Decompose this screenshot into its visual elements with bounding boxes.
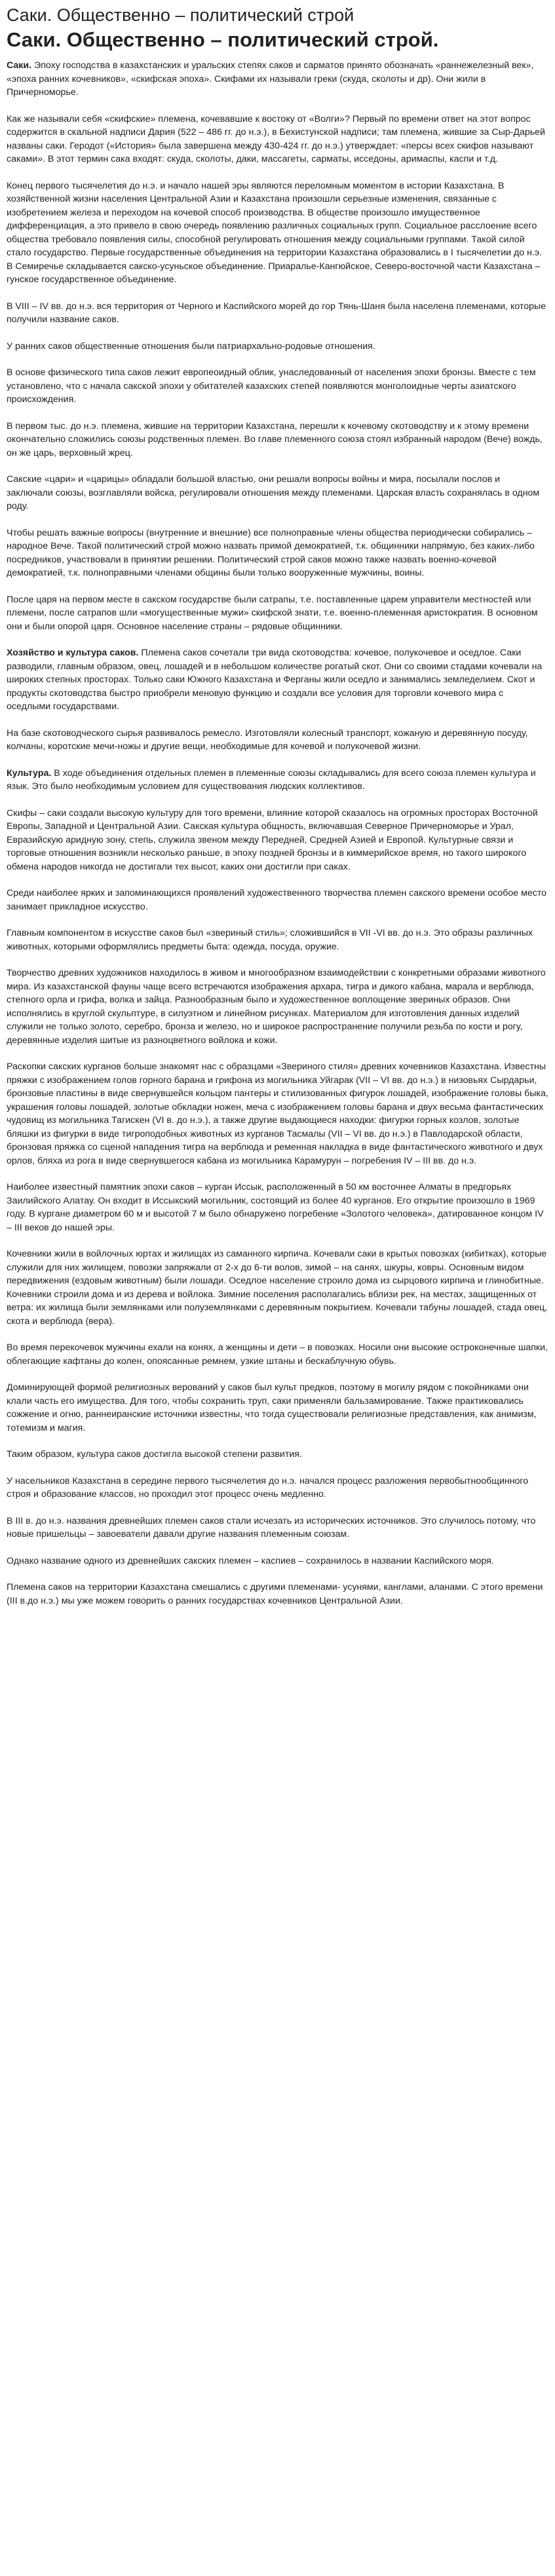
article-paragraph (7, 1181, 548, 1234)
paragraph-text: У насельников Казахстана в середине первого тысячелетия до н.э. начался процесс разложения первобытнообщинного строя и образование классов, но проходил этот процесс очень медленно. (7, 1475, 529, 1500)
paragraph-text: Скифы – саки создали высокую культуру для того времени, влияние которой сказалось на огромных просторах Восточной Европы, Западной и Центральной Азии. Сакская культура общность, включавшая Северное Причерноморье и Урал, Евразийскую аридную зону, степь, служила звеном между Передней, Средней Азией и Европой. Культурные связи и торговые отношения возникли несколько раньше, в эпоху поздней бронзы и в киммерийское время, но такого широкого обмена народов никогда не достигали тех высот, каких они достигли при саках. (7, 807, 538, 872)
article-paragraph (7, 179, 548, 287)
paragraph-text: В ходе объединения отдельных племен в племенные союзы складывались для всего союза племен культура и язык. Это было необходимым условием для существования людских коллективов. (7, 767, 536, 792)
article-paragraph (7, 1475, 548, 1501)
article-title: Саки. Общественно – политический строй. (7, 28, 439, 51)
article-paragraph (7, 1341, 548, 1368)
article-paragraph (7, 1381, 548, 1435)
paragraph-text: Однако название одного из древнейших сакских племен – каспиев – сохранилось в названии Каспийского моря. (7, 1555, 494, 1566)
article-paragraph (7, 1515, 548, 1541)
article-paragraph (7, 807, 548, 874)
paragraph-text: У ранних саков общественные отношения были патриархально-родовые отношения. (7, 340, 375, 352)
article-paragraph (7, 593, 548, 634)
article-paragraph (7, 526, 548, 580)
article-paragraph (7, 1555, 548, 1568)
paragraph-text: Главным компонентом в искусстве саков был «звериный стиль»; сложившийся в VII -VI вв. до н.э. Это образы различных животных, которыми оформлялись предметы быта: одежда, посуда, оружие. (7, 928, 533, 952)
article-paragraph (7, 767, 548, 794)
paragraph-text: Творчество древних художников находилось в живом и многообразном взаимодействии с конкретными образами животного мира. Из казахстанской фауны чаще всего встречаются изображения архара, тигра и дикого кабана, марала и верблюда, степного орла и грифа, волка и зайца. Разнообразным было и художественное воплощение звериных образов. Они исполнялись в круглой скульптуре, в силуэтном и линейном рисунках. Материалом для изготовления данных изделий служили не только золото, серебро, бронза и железо, но и широкое распространение получили резьба по кости и рогу, деревянные изделия шитые из разноцветного войлока и кожи. (7, 968, 546, 1046)
paragraph-text: Чтобы решать важные вопросы (внутренние и внешние) все полноправные члены общества периодически собирались – народное Вече. Такой политический строй можно назвать примой демократией, т.к. общинники напрямую, без каких-либо посредников, участвовали в принятии решении. Политический строй саков можно также назвать военно-кочевой демократией, т.к. полноправными членами общины были только вооруженные мужчины, воины. (7, 527, 535, 578)
article-paragraph (7, 473, 548, 513)
paragraph-text: После царя на первом месте в сакском государстве были сатрапы, т.е. поставленные царем управители местностей или племени, после сатрапов шли «могущественные мужи» скифской знати, т.е. военно-племенная аристократия. В основном они и были опорой царя. Основное население страны – рядовые общинники. (7, 594, 538, 632)
paragraph-text: Конец первого тысячелетия до н.э. и начало нашей эры являются переломным моментом в истории Казахстана. В хозяйственной жизни населения Центральной Азии и Казахстана произошли серьезные изменения, связанные с изобретением железа и переходом на кочевой способ производства. В обществе произошло имущественное дифференциация, а это привело в свою очередь появлению различных социальных групп. Социальное расслоение всего общества требовало появления силы, способной регулировать отношения между социальными группами. Такой силой стало государство. Первые государственные объединения на территории Казахстана образовались в I тысячелетии до н.э. В Семиречье складывается сакско-усуньское объединение. Приаралье-Кангюйское, Северо-восточной части Казахстана – гунское государственное объединение. (7, 180, 543, 285)
paragraph-text: Раскопки сакских курганов больше знакомят нас с образцами «Звериного стиля» древних кочевников Казахстана. Известны пряжки с изображением голов горного барана и грифона из могильника Уйгарак (VII – VI вв. до н.э.) в низовьях Сырдарьи, бронзовые пластины в виде свернувшейся кольцом пантеры и стилизованных фигурок лошадей, изображение головы быка, украшения головы лошадей, золотые обкладки ножен, меча с изображением головы барана и двух весьма фантастических чудовищ из могильника Тагискен (VI в. до н.э.), а также другие выдающиеся находки: фигурки горных козлов, золотые бляшки из фигурки в виде тигроподобных животных из курганов Тасмалы (VII – VI вв. до н.э.) в Павлодарской области, бронзовая пряжка со сценой нападения тигра на верблюда и ременная накладка в виде фантастического животного и двух орлов, бляха из рога в виде свернувшегося кабана из могильника Карамурун – погребения IV – III вв. до н.э. (7, 1061, 548, 1166)
article-paragraph (7, 1060, 548, 1168)
article-paragraph (7, 1247, 548, 1328)
article-paragraph (7, 887, 548, 913)
article-paragraph (7, 59, 548, 100)
article-paragraph (7, 340, 548, 354)
article-paragraph (7, 300, 548, 327)
paragraph-text: Сакские «цари» и «царицы» обладали большой властью, они решали вопросы войны и мира, посылали послов и заключали союзы, возглавляли войска, регулировали отношения между племенами. Царская власть сохранялась в одном роду. (7, 474, 540, 511)
paragraph-lead: Культура. (7, 767, 52, 779)
paragraph-lead: Хозяйство и культура саков. (7, 648, 139, 658)
paragraph-text: В первом тыс. до н.э. племена, жившие на территории Казахстана, перешли к кочевому скотоводству и к этому времени окончательно сложились союзы родственных племен. Во главе племенного союза стоял избранный народом (Вече) вождь, он же царь, верховный жрец. (7, 420, 543, 458)
article-paragraph (7, 1581, 548, 1608)
article-paragraph (7, 646, 548, 714)
paragraph-text: Как же называли себя «скифские» племена, кочевавшие к востоку от «Волги»? Первый по времени ответ на этот вопрос содержится в скальной надписи Дария (522 – 486 гг. до н.э.), в Бехистунской надписи; там племена, жившие за Сыр-Дарьей названы саки. Геродот («История» была завершена между 430-424 гг. до н.э.) утверждает: «персы всех скифов называют саками». В этот термин сака входят: скуда, сколоты, даки, массагеты, сарматы, исседоны, аримаспы, каспи и т.д. (7, 113, 545, 164)
paragraph-lead: Саки. (7, 60, 32, 71)
paragraph-text: В VIII – IV вв. до н.э. вся территория от Черного и Каспийского морей до гор Тянь-Шаня была населена племенами, которые получили название саков. (7, 301, 546, 325)
paragraph-text: Племена саков на территории Казахстана смешались с другими племенами- усунями, канглами, аланами. С этого времени (III в.до н.э.) мы уже можем говорить о ранних государствах кочевников Центральной Азии. (7, 1582, 543, 1606)
paragraph-text: Таким образом, культура саков достигла высокой степени развития. (7, 1449, 302, 1460)
paragraph-text: В основе физического типа саков лежит европеоидный облик, унаследованный от населения эпохи бронзы. Вместе с тем установлено, что с начала сакской эпохи у обитателей казахских степей появляются монголоидные черты азиатского происхождения. (7, 367, 536, 405)
paragraph-text: Кочевники жили в войлочных юртах и жилищах из саманного кирпича. Кочевали саки в крытых повозках (кибитках), которые служили для них жилищем, повозки запряжали от 2-х до 6-ти волов, зимой – на санях, шкуры, ковры. Основным видом передвижения (ездовым животным) были лошади. Оседлое население строило дома из сырцового кирпича и глинобитные. Кочевники строили дома и из дерева и войлока. Зимние поселения располагались вблизи рек, на местах, защищенных от ветра: их жилища были землянками или полуземлянками с деревянным покрытием. Кочевали табуны лошадей, стада овец, скота и верблюда (вера). (7, 1249, 548, 1327)
article-body (7, 59, 548, 1608)
paragraph-text: Доминирующей формой религиозных верований у саков был культ предков, поэтому в могилу рядом с покойниками они клали часть его имущества. Для того, чтобы сохранить труп, саки применяли бальзамирование. Также практиковались сожжение и огню, раннеиранские источники известны, что тогда существовали религиозные представления, как анимизм, тотемизм и магия. (7, 1382, 537, 1433)
article-paragraph (7, 966, 548, 1047)
article-paragraph (7, 420, 548, 460)
article-paragraph (7, 113, 548, 166)
paragraph-text: В III в. до н.э. названия древнейших племен саков стали исчезать из исторических источников. Это случилось потому, что новые пришельцы – завоеватели давали другие названия племенным союзам. (7, 1515, 536, 1539)
paragraph-text: На базе скотоводческого сырья развивалось ремесло. Изготовляли колесный транспорт, кожаную и деревянную посуду, колчаны, коротские мечи-ножы и другие вещи, необходимые для кочевой и полукочевой жизни. (7, 727, 528, 752)
paragraph-text: Наиболее известный памятник эпохи саков – курган Иссык, расположенный в 50 км восточнее Алматы в предгорьях Заилийского Алатау. Он входит в Иссыкский могильник, состоящий из более 40 курганов. Его открытие произошло в 1969 году. В кургане диаметром 60 м и высотой 7 м было обнаружено погребение «Золотого человека», датированное концом IV – III веков до нашей эры. (7, 1182, 544, 1233)
article-paragraph (7, 366, 548, 407)
paragraph-text: Племена саков сочетали три вида скотоводства: кочевое, полукочевое и оседлое. Саки разводили, главным образом, овец, лошадей и в небольшом количестве рогатый скот. Они со своими стадами кочевали на широких степных просторах. Только саки Южного Казахстана и Ферганы жили оседло и занимались земледелием. Скот и продукты скотоводства быстро приобрели меновую функцию и создали все условия для торговли кочевого мира с оседлыми государствами. (7, 648, 543, 712)
paragraph-text: Среди наиболее ярких и запоминающихся проявлений художественного творчества племен сакского времени особое место занимает прикладное искусство. (7, 888, 547, 912)
page-heading: Саки. Общественно – политический строй (7, 5, 354, 25)
article-paragraph (7, 727, 548, 754)
paragraph-text: Эпоху господства в казахстанских и уральских степях саков и сарматов принято обозначать «раннежелезный век», «эпоха ранних кочевников», «скифская эпоха». Скифами их называли греки (скуда, сколоты и др). Они жили в Причерноморье. (7, 60, 534, 98)
article-paragraph (7, 1448, 548, 1462)
article-paragraph (7, 927, 548, 953)
paragraph-text: Во время перекочевок мужчины ехали на конях, а женщины и дети – в повозках. Носили они высокие остроконечные шапки, облегающие кафтаны до колен, опоясанные ремнем, узкие штаны и беcкаблучную обувь. (7, 1342, 548, 1367)
article (0, 4, 555, 1608)
